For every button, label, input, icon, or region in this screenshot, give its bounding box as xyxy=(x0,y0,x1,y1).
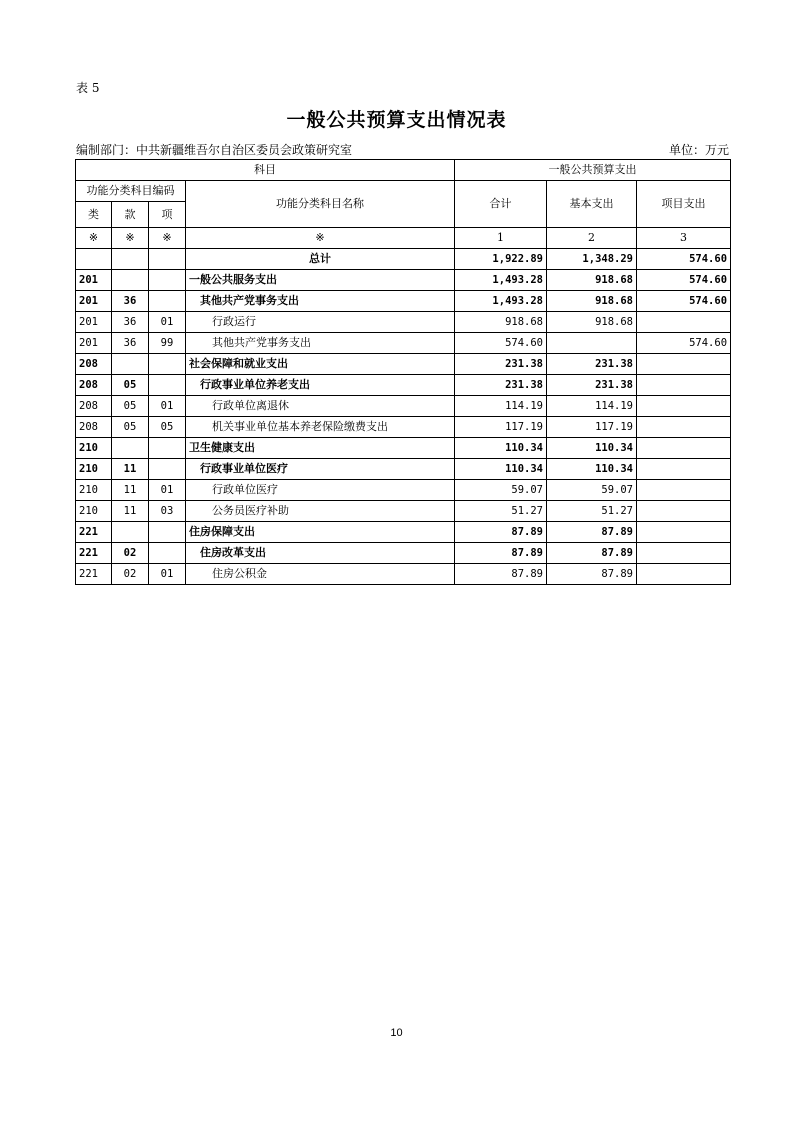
table-row xyxy=(76,270,731,291)
subject-name-cell: 其他共产党事务支出 xyxy=(186,333,455,354)
xiang-cell: 03 xyxy=(149,501,186,522)
empty-cell xyxy=(112,249,149,270)
project-cell: 574.60 xyxy=(637,333,731,354)
kuan-cell: 05 xyxy=(112,417,149,438)
project-cell: 574.60 xyxy=(637,291,731,312)
project-cell xyxy=(637,312,731,333)
total-cell: 231.38 xyxy=(455,354,547,375)
xiang-cell: 05 xyxy=(149,417,186,438)
total-label: 总计 xyxy=(186,249,455,270)
mark-cell: ※ xyxy=(149,228,186,249)
table-row xyxy=(76,354,731,375)
total-cell: 87.89 xyxy=(455,564,547,585)
column-number-2: 2 xyxy=(547,228,637,249)
table-row xyxy=(76,375,731,396)
lei-cell: 210 xyxy=(76,480,112,501)
xiang-cell: 01 xyxy=(149,312,186,333)
lei-cell: 221 xyxy=(76,543,112,564)
subject-name-cell: 行政事业单位养老支出 xyxy=(186,375,455,396)
kuan-cell xyxy=(112,270,149,291)
page-title: 一般公共预算支出情况表 xyxy=(286,109,507,131)
subject-name-cell: 一般公共服务支出 xyxy=(186,270,455,291)
project-cell xyxy=(637,459,731,480)
total-cell: 231.38 xyxy=(455,375,547,396)
project-column-header: 项目支出 xyxy=(637,181,731,228)
kuan-cell: 05 xyxy=(112,396,149,417)
basic-cell: 110.34 xyxy=(547,459,637,480)
total-cell: 59.07 xyxy=(455,480,547,501)
total-cell: 87.89 xyxy=(455,522,547,543)
table-row xyxy=(76,480,731,501)
kuan-cell xyxy=(112,522,149,543)
page-number: 10 xyxy=(390,1027,403,1039)
table-row xyxy=(76,396,731,417)
lei-cell: 201 xyxy=(76,270,112,291)
project-cell xyxy=(637,354,731,375)
total-cell: 117.19 xyxy=(455,417,547,438)
basic-cell: 117.19 xyxy=(547,417,637,438)
project-cell xyxy=(637,417,731,438)
subject-name-cell: 行政单位医疗 xyxy=(186,480,455,501)
xiang-cell: 01 xyxy=(149,480,186,501)
subject-name-cell: 社会保障和就业支出 xyxy=(186,354,455,375)
total-cell: 110.34 xyxy=(455,459,547,480)
total-cell: 1,493.28 xyxy=(455,291,547,312)
lei-cell: 208 xyxy=(76,354,112,375)
table-row xyxy=(76,543,731,564)
kuan-cell: 11 xyxy=(112,480,149,501)
table-row xyxy=(76,459,731,480)
xiang-cell xyxy=(149,375,186,396)
total-column-header: 合计 xyxy=(455,181,547,228)
header-row-1 xyxy=(76,160,731,181)
column-number-1: 1 xyxy=(455,228,547,249)
empty-cell xyxy=(76,249,112,270)
table-row xyxy=(76,333,731,354)
xiang-cell xyxy=(149,522,186,543)
total-cell: 574.60 xyxy=(455,333,547,354)
department-label: 编制部门：中共新疆维吾尔自治区委员会政策研究室 xyxy=(76,143,353,157)
empty-cell xyxy=(149,249,186,270)
lei-cell: 208 xyxy=(76,375,112,396)
lei-cell: 208 xyxy=(76,396,112,417)
basic-cell: 87.89 xyxy=(547,564,637,585)
table-row xyxy=(76,564,731,585)
mark-cell: ※ xyxy=(186,228,455,249)
basic-cell: 51.27 xyxy=(547,501,637,522)
mark-cell: ※ xyxy=(112,228,149,249)
mark-cell: ※ xyxy=(76,228,112,249)
xiang-cell: 01 xyxy=(149,396,186,417)
project-cell xyxy=(637,522,731,543)
project-cell xyxy=(637,501,731,522)
unit-label: 单位：万元 xyxy=(668,143,729,157)
basic-cell: 918.68 xyxy=(547,291,637,312)
project-cell xyxy=(637,480,731,501)
lei-cell: 201 xyxy=(76,333,112,354)
lei-cell: 210 xyxy=(76,438,112,459)
budget-table xyxy=(75,159,731,585)
table-row xyxy=(76,438,731,459)
table-row xyxy=(76,522,731,543)
subject-name-cell: 机关事业单位基本养老保险缴费支出 xyxy=(186,417,455,438)
xiang-cell: 01 xyxy=(149,564,186,585)
kuan-cell xyxy=(112,354,149,375)
xiang-cell xyxy=(149,438,186,459)
xiang-cell xyxy=(149,543,186,564)
xiang-header: 项 xyxy=(149,202,186,228)
project-cell xyxy=(637,543,731,564)
total-basic: 1,348.29 xyxy=(547,249,637,270)
kuan-cell: 36 xyxy=(112,333,149,354)
lei-cell: 221 xyxy=(76,564,112,585)
table-label: 表 5 xyxy=(76,81,100,95)
project-cell: 574.60 xyxy=(637,270,731,291)
basic-cell: 231.38 xyxy=(547,375,637,396)
kuan-cell: 11 xyxy=(112,501,149,522)
total-cell: 1,493.28 xyxy=(455,270,547,291)
subject-name-cell: 其他共产党事务支出 xyxy=(186,291,455,312)
project-cell xyxy=(637,438,731,459)
xiang-cell xyxy=(149,459,186,480)
table-row xyxy=(76,291,731,312)
table-row xyxy=(76,501,731,522)
subject-header: 科目 xyxy=(76,160,455,181)
code-group-header: 功能分类科目编码 xyxy=(76,181,186,202)
subject-name-cell: 卫生健康支出 xyxy=(186,438,455,459)
basic-cell: 918.68 xyxy=(547,312,637,333)
total-cell: 51.27 xyxy=(455,501,547,522)
basic-cell xyxy=(547,333,637,354)
marker-row xyxy=(76,228,731,249)
basic-cell: 114.19 xyxy=(547,396,637,417)
xiang-cell xyxy=(149,270,186,291)
subject-name-cell: 行政事业单位医疗 xyxy=(186,459,455,480)
total-cell: 114.19 xyxy=(455,396,547,417)
subject-name-cell: 行政单位离退休 xyxy=(186,396,455,417)
lei-cell: 210 xyxy=(76,501,112,522)
total-project: 574.60 xyxy=(637,249,731,270)
xiang-cell xyxy=(149,354,186,375)
total-cell: 918.68 xyxy=(455,312,547,333)
budget-group-header: 一般公共预算支出 xyxy=(455,160,731,181)
column-number-3: 3 xyxy=(637,228,731,249)
kuan-cell: 36 xyxy=(112,312,149,333)
basic-cell: 59.07 xyxy=(547,480,637,501)
basic-cell: 110.34 xyxy=(547,438,637,459)
project-cell xyxy=(637,375,731,396)
name-column-header: 功能分类科目名称 xyxy=(186,181,455,228)
basic-column-header: 基本支出 xyxy=(547,181,637,228)
kuan-cell: 11 xyxy=(112,459,149,480)
header-row-2 xyxy=(76,181,731,202)
subject-name-cell: 住房保障支出 xyxy=(186,522,455,543)
lei-cell: 221 xyxy=(76,522,112,543)
subject-name-cell: 行政运行 xyxy=(186,312,455,333)
kuan-cell: 36 xyxy=(112,291,149,312)
subject-name-cell: 住房公积金 xyxy=(186,564,455,585)
lei-cell: 208 xyxy=(76,417,112,438)
project-cell xyxy=(637,564,731,585)
basic-cell: 87.89 xyxy=(547,543,637,564)
lei-cell: 210 xyxy=(76,459,112,480)
xiang-cell xyxy=(149,291,186,312)
project-cell xyxy=(637,396,731,417)
total-cell: 110.34 xyxy=(455,438,547,459)
basic-cell: 87.89 xyxy=(547,522,637,543)
subject-name-cell: 公务员医疗补助 xyxy=(186,501,455,522)
total-cell: 87.89 xyxy=(455,543,547,564)
lei-cell: 201 xyxy=(76,291,112,312)
lei-cell: 201 xyxy=(76,312,112,333)
basic-cell: 918.68 xyxy=(547,270,637,291)
table-row xyxy=(76,417,731,438)
total-row xyxy=(76,249,731,270)
subject-name-cell: 住房改革支出 xyxy=(186,543,455,564)
kuan-header: 款 xyxy=(112,202,149,228)
table-row xyxy=(76,312,731,333)
total-amount: 1,922.89 xyxy=(455,249,547,270)
xiang-cell: 99 xyxy=(149,333,186,354)
basic-cell: 231.38 xyxy=(547,354,637,375)
kuan-cell: 02 xyxy=(112,543,149,564)
kuan-cell: 05 xyxy=(112,375,149,396)
kuan-cell xyxy=(112,438,149,459)
lei-header: 类 xyxy=(76,202,112,228)
kuan-cell: 02 xyxy=(112,564,149,585)
